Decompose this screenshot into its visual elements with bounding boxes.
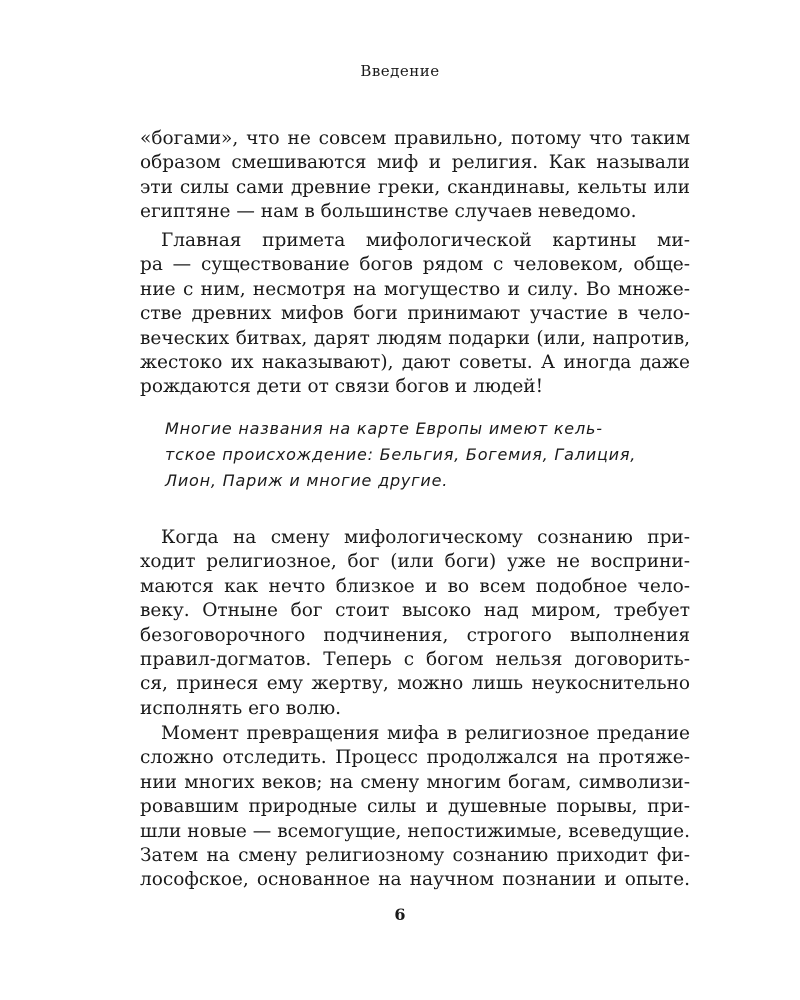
sidenote-line: Лион, Париж и многие другие. [165, 471, 449, 490]
text-line: ходит религиозное, бог (или боги) уже не восприни- [140, 551, 690, 573]
paragraph-4 [140, 722, 690, 893]
text-line: безоговорочного подчинения, строгого выполнения [140, 624, 690, 646]
paragraph-1 [140, 127, 690, 225]
text-line: жестоко их наказывают), дают советы. А иногда даже [140, 351, 690, 373]
text-line: Когда на смену мифологическому сознанию при- [161, 527, 690, 548]
text-line: маются как нечто близкое и во всем подобное чело- [140, 575, 690, 597]
paragraph-2 [140, 229, 690, 400]
page-number: 6 [394, 905, 406, 924]
text-line: ра — существование богов рядом с человеком, обще- [140, 254, 690, 276]
text-line: сложно отследить. Процесс продолжался на протяже- [140, 747, 690, 769]
sidenote-line: Многие названия на карте Европы имеют кель- [165, 419, 603, 438]
sidenote-line: тское происхождение: Бельгия, Богемия, Галиция, [165, 445, 637, 464]
text-line: египтяне — нам в большинстве случаев неведомо. [140, 201, 637, 223]
sidenote [165, 416, 660, 494]
text-line: лософское, основанное на научном познании и опыте. [140, 869, 690, 891]
text-line: правил-догматов. Теперь с богом нельзя договорить- [140, 648, 690, 670]
text-line: ние с ним, несмотря на могущество и силу. Во множе- [140, 278, 690, 300]
text-line: «богами», что не совсем правильно, потому что таким [140, 128, 690, 149]
text-line: шли новые — всемогущие, непостижимые, всеведущие. [140, 820, 690, 842]
text-line: Главная примета мифологической картины ми- [161, 230, 690, 251]
text-line: Момент превращения мифа в религиозное предание [161, 723, 690, 744]
text-line: веческих битвах, дарят людям подарки (или, напротив, [140, 327, 690, 349]
text-line: эти силы сами древние греки, скандинавы, кельты или [140, 176, 690, 198]
paragraph-3 [140, 526, 690, 721]
text-line: нии многих веков; на смену многим богам, символизи- [140, 771, 690, 793]
text-line: веку. Отныне бог стоит высоко над миром, требует [140, 600, 690, 622]
text-line: ся, принеся ему жертву, можно лишь неукоснительно [140, 673, 690, 695]
text-line: Затем на смену религиозному сознанию приходит фи- [140, 844, 690, 866]
text-line: исполнять его волю. [140, 697, 342, 719]
text-line: образом смешиваются миф и религия. Как называли [140, 152, 690, 174]
running-head: Введение [360, 62, 440, 80]
text-line: стве древних мифов боги принимают участие в чело- [140, 303, 690, 325]
text-line: ровавшим природные силы и душевные порывы, при- [140, 796, 690, 818]
text-line: рождаются дети от связи богов и людей! [140, 376, 544, 398]
